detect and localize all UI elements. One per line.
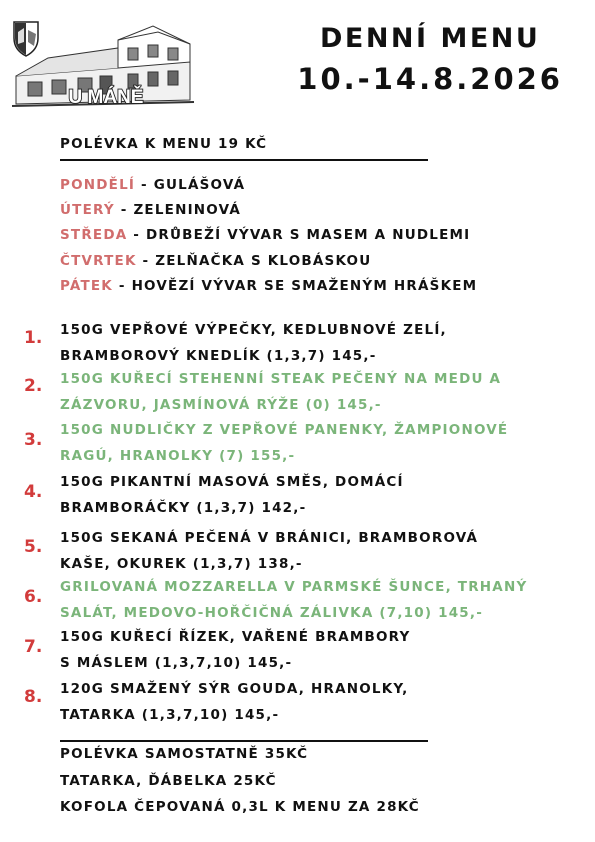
item-number: 8. <box>24 687 43 707</box>
building-illustration <box>8 18 198 110</box>
soup-day-row <box>60 226 477 251</box>
divider <box>60 740 428 742</box>
menu-item-line: SALÁT, MEDOVO-HOŘČIČNÁ ZÁLIVKA (7,10) 145,- <box>60 605 484 621</box>
menu-item <box>60 421 508 473</box>
soup-day-row <box>60 252 477 277</box>
menu-item-line: 150G SEKANÁ PEČENÁ V BRÁNICI, BRAMBOROVÁ <box>60 530 479 546</box>
item-number: 2. <box>24 376 43 396</box>
menu-item <box>60 628 411 680</box>
menu-item <box>60 680 408 732</box>
menu-item <box>60 321 447 373</box>
menu-item-line: 150G KUŘECÍ ŘÍZEK, VAŘENÉ BRAMBORY <box>60 629 411 645</box>
menu-heading <box>297 20 563 100</box>
day-label: ČTVRTEK <box>60 252 137 269</box>
item-number: 6. <box>24 587 43 607</box>
day-label: PÁTEK <box>60 277 113 294</box>
menu-item-line: S MÁSLEM (1,3,7,10) 145,- <box>60 655 293 671</box>
soup-dish: HOVĚZÍ VÝVAR SE SMAŽENÝM HRÁŠKEM <box>131 277 478 294</box>
restaurant-logo <box>8 18 198 110</box>
soup-day-row <box>60 277 477 302</box>
separator: - <box>114 202 134 219</box>
menu-item-line: TATARKA (1,3,7,10) 145,- <box>60 707 280 723</box>
menu-item-line: BRAMBORÁČKY (1,3,7) 142,- <box>60 500 307 516</box>
extra-item: POLÉVKA SAMOSTATNĚ 35KČ <box>60 746 309 762</box>
menu-item-line: KAŠE, OKUREK (1,3,7) 138,- <box>60 556 303 572</box>
soup-days-list <box>60 176 477 302</box>
village-crest-icon <box>14 22 38 56</box>
menu-item-line: GRILOVANÁ MOZZARELLA V PARMSKÉ ŠUNCE, TRHANÝ <box>60 579 528 595</box>
soup-section-title: POLÉVKA K MENU 19 KČ <box>60 136 268 152</box>
menu-item <box>60 529 478 581</box>
page-title: DENNÍ MENU <box>319 23 541 54</box>
logo-text: U MÁNĚ <box>68 87 144 108</box>
extras-list <box>60 745 420 825</box>
menu-item-line: 150G VEPŘOVÉ VÝPEČKY, KEDLUBNOVÉ ZELÍ, <box>60 322 447 338</box>
soup-dish: ZELŇAČKA S KLOBÁSKOU <box>155 252 372 269</box>
menu-item <box>60 578 527 630</box>
menu-item <box>60 370 501 422</box>
extra-item: KOFOLA ČEPOVANÁ 0,3L K MENU ZA 28KČ <box>60 799 420 815</box>
soup-day-row <box>60 201 477 226</box>
menu-item-line: BRAMBOROVÝ KNEDLÍK (1,3,7) 145,- <box>60 348 377 364</box>
day-label: ÚTERÝ <box>60 202 115 219</box>
day-label: PONDĚLÍ <box>60 177 136 193</box>
item-number: 7. <box>24 637 43 657</box>
soup-dish: DRŮBEŽÍ VÝVAR S MASEM A NUDLEMI <box>146 227 471 244</box>
divider <box>60 159 428 161</box>
separator: - <box>135 177 154 193</box>
extra-item: TATARKA, ĎÁBELKA 25KČ <box>60 772 277 789</box>
soup-dish: GULÁŠOVÁ <box>153 177 246 193</box>
item-number: 3. <box>24 430 43 450</box>
date-range: 10.-14.8.2026 <box>297 62 563 96</box>
separator: - <box>112 277 132 294</box>
menu-item-line: RAGÚ, HRANOLKY (7) 155,- <box>60 448 296 464</box>
menu-item-line: 150G NUDLIČKY Z VEPŘOVÉ PANENKY, ŽAMPIONOVÉ <box>60 422 509 438</box>
menu-item-line: 120G SMAŽENÝ SÝR GOUDA, HRANOLKY, <box>60 681 409 697</box>
soup-dish: ZELENINOVÁ <box>133 202 241 219</box>
separator: - <box>136 252 156 269</box>
item-number: 1. <box>24 328 43 348</box>
menu-item-line: 150G PIKANTNÍ MASOVÁ SMĚS, DOMÁCÍ <box>60 474 404 490</box>
soup-day-row <box>60 176 477 201</box>
menu-item-line: 150G KUŘECÍ STEHENNÍ STEAK PEČENÝ NA MEDU A <box>60 371 502 387</box>
menu-item-line: ZÁZVORU, JASMÍNOVÁ RÝŽE (0) 145,- <box>60 397 382 413</box>
item-number: 5. <box>24 537 43 557</box>
menu-item <box>60 473 404 525</box>
item-number: 4. <box>24 482 43 502</box>
separator: - <box>127 227 147 244</box>
day-label: STŘEDA <box>60 227 128 244</box>
